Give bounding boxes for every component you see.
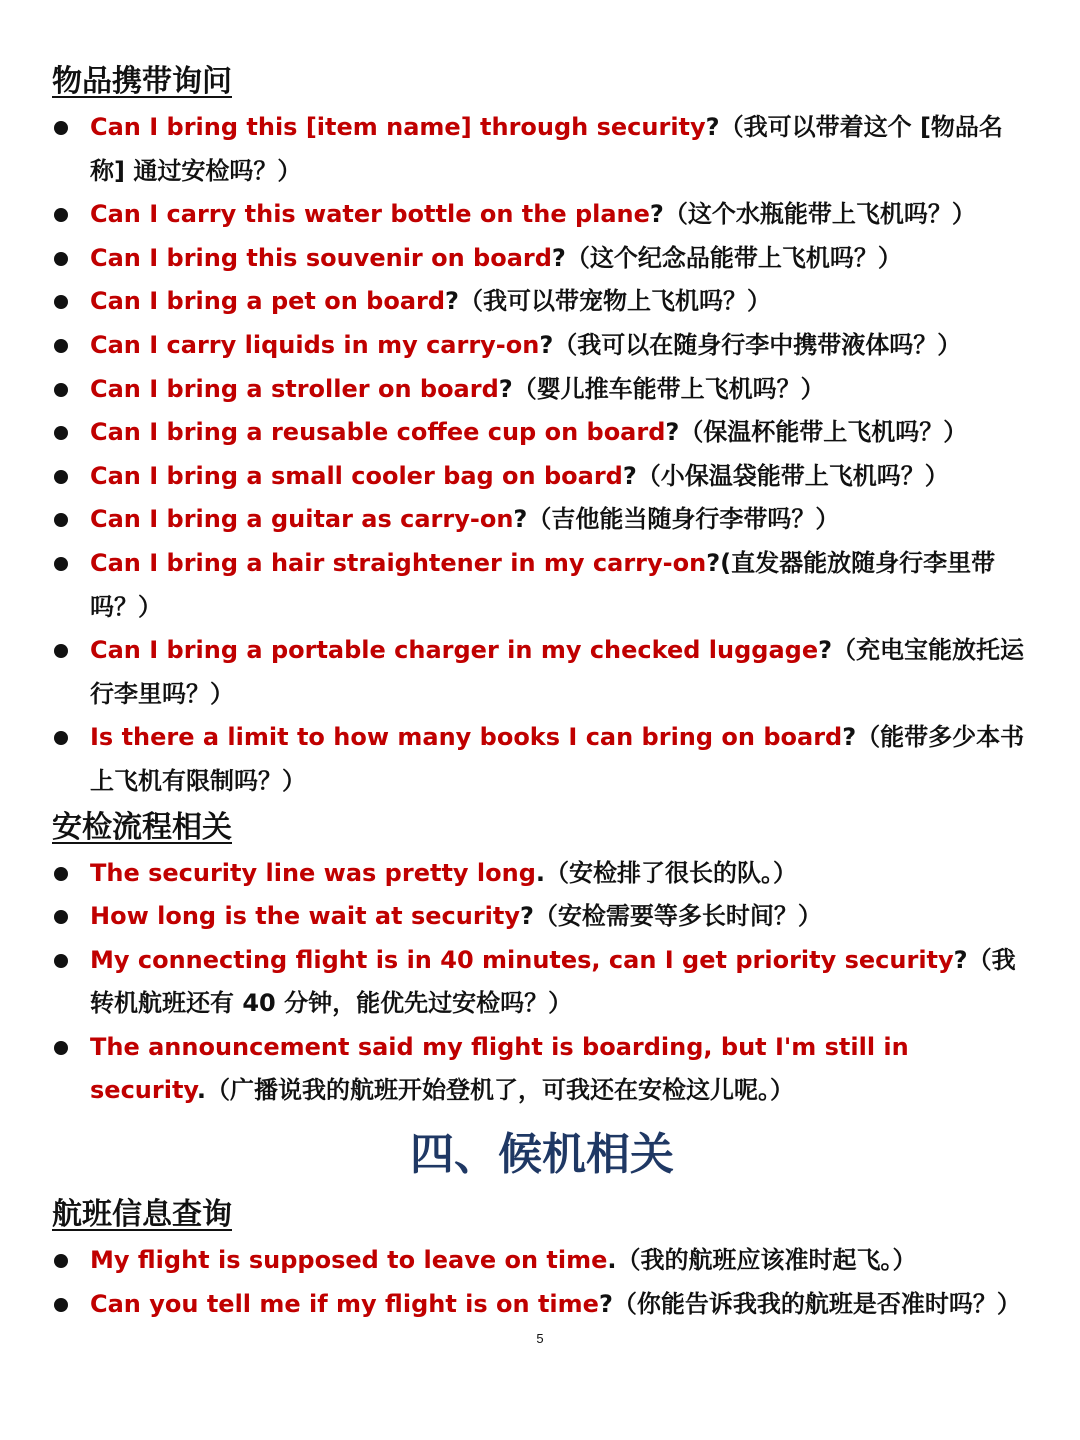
chinese-translation: ?（能带多少本书上飞机有限制吗？） — [90, 723, 1025, 795]
phrase-list-security — [52, 852, 1032, 1114]
bullet-icon — [54, 383, 68, 397]
english-phrase: Can I carry liquids in my carry-on — [90, 330, 540, 359]
bullet-icon — [54, 1298, 68, 1312]
chinese-translation: ?（我可以在随身行李中携带液体吗？） — [539, 330, 962, 359]
english-phrase: Can I bring a stroller on board — [90, 374, 499, 403]
chinese-translation: ?（我可以带宠物上飞机吗？） — [445, 287, 771, 316]
bullet-icon — [54, 557, 68, 571]
document-page — [52, 58, 1032, 1326]
list-item — [52, 324, 1032, 368]
bullet-icon — [54, 295, 68, 309]
list-item — [52, 1026, 1032, 1113]
phrase-list-items — [52, 106, 1032, 804]
list-item — [52, 895, 1032, 939]
bullet-icon — [54, 1041, 68, 1055]
list-item — [52, 106, 1032, 193]
list-item — [52, 716, 1032, 803]
chapter-title: 四、候机相关 — [410, 1129, 674, 1181]
list-item — [52, 542, 1032, 629]
chinese-translation: .（我的航班应该准时起飞。） — [607, 1246, 917, 1275]
bullet-icon — [54, 426, 68, 440]
bullet-icon — [54, 954, 68, 968]
chinese-translation: ?（安检需要等多长时间？） — [520, 902, 822, 931]
list-item — [52, 237, 1032, 281]
english-phrase: Can I bring a hair straightener in my carry-on — [90, 548, 707, 577]
chinese-translation: ?（充电宝能放托运行李里吗？） — [90, 636, 1025, 708]
page-number: 5 — [536, 1331, 544, 1346]
chinese-translation: ?（保温杯能带上飞机吗？） — [665, 418, 968, 447]
chinese-translation: ?（婴儿推车能带上飞机吗？） — [498, 374, 825, 403]
english-phrase: Can I bring a guitar as carry-on — [90, 505, 514, 534]
list-item — [52, 1283, 1032, 1327]
list-item — [52, 368, 1032, 412]
english-phrase: The security line was pretty long — [90, 858, 536, 887]
bullet-icon — [54, 252, 68, 266]
english-phrase: The announcement said my flight is boarding, but I'm still in security — [90, 1032, 909, 1105]
bullet-icon — [54, 470, 68, 484]
english-phrase: Can I bring a pet on board — [90, 287, 446, 316]
english-phrase: Can I bring a small cooler bag on board — [90, 461, 623, 490]
list-item — [52, 455, 1032, 499]
english-phrase: My connecting flight is in 40 minutes, can I get priority security — [90, 945, 954, 974]
list-item — [52, 193, 1032, 237]
phrase-list-flight-info — [52, 1239, 1032, 1326]
bullet-icon — [54, 644, 68, 658]
bullet-icon — [54, 910, 68, 924]
chinese-translation: .（广播说我的航班开始登机了，可我还在安检这儿呢。） — [196, 1076, 794, 1105]
english-phrase: Can I carry this water bottle on the plane — [90, 200, 650, 229]
english-phrase: Can I bring a portable charger in my checked luggage — [90, 636, 819, 665]
bullet-icon — [54, 513, 68, 527]
bullet-icon — [54, 121, 68, 135]
chinese-translation: ?（你能告诉我我的航班是否准时吗？） — [598, 1289, 1021, 1318]
chinese-translation: ?（我转机航班还有 40 分钟，能优先过安检吗？） — [90, 945, 1016, 1018]
english-phrase: Can you tell me if my flight is on time — [90, 1289, 599, 1318]
english-phrase: Can I bring a reusable coffee cup on board — [90, 418, 666, 447]
chinese-translation: ?（我可以带着这个 [物品名称] 通过安检吗？） — [90, 113, 1003, 185]
list-item — [52, 939, 1032, 1026]
chinese-translation: ?（这个纪念品能带上飞机吗？） — [551, 243, 902, 272]
section-heading-items: 物品携带询问 — [52, 64, 232, 99]
chinese-translation: ?（吉他能当随身行李带吗？） — [513, 505, 840, 534]
bullet-icon — [54, 1254, 68, 1268]
chinese-translation: ?(直发器能放随身行李里带吗？） — [90, 548, 996, 621]
section-heading-security: 安检流程相关 — [52, 809, 232, 845]
english-phrase: How long is the wait at security — [90, 902, 520, 931]
chinese-translation: .（安检排了很长的队。） — [535, 858, 798, 887]
section-heading-flight-info: 航班信息查询 — [52, 1197, 232, 1233]
english-phrase: Can I bring this [item name] through security — [90, 113, 706, 141]
english-phrase: Is there a limit to how many books I can bring on board — [90, 723, 843, 752]
bullet-icon — [54, 208, 68, 222]
list-item — [52, 498, 1032, 542]
list-item — [52, 1239, 1032, 1283]
bullet-icon — [54, 731, 68, 745]
english-phrase: Can I bring this souvenir on board — [90, 243, 552, 272]
bullet-icon — [54, 867, 68, 881]
bullet-icon — [54, 339, 68, 353]
list-item — [52, 629, 1032, 716]
chinese-translation: ?（这个水瓶能带上飞机吗？） — [649, 200, 976, 229]
chinese-translation: ?（小保温袋能带上飞机吗？） — [622, 461, 949, 490]
list-item — [52, 411, 1032, 455]
list-item — [52, 280, 1032, 324]
list-item — [52, 852, 1032, 896]
english-phrase: My flight is supposed to leave on time — [90, 1246, 608, 1275]
